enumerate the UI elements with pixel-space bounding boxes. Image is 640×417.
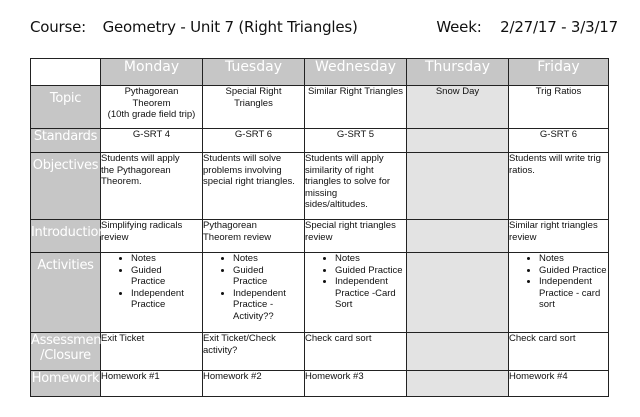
list-item-line: • Notes bbox=[131, 253, 156, 264]
list-item-line: • Independent bbox=[539, 276, 592, 287]
row-label-assessment bbox=[31, 333, 106, 371]
page-header bbox=[30, 18, 618, 44]
cell-topic-tuesday bbox=[203, 86, 305, 129]
list-item-line: sort bbox=[539, 299, 555, 310]
table-corner bbox=[31, 59, 101, 86]
cell-topic-friday bbox=[509, 86, 609, 129]
cell-line: similarity of right bbox=[305, 164, 374, 176]
cell-line: Special right triangles bbox=[305, 220, 396, 231]
cell-topic-thursday bbox=[407, 86, 509, 129]
list-item bbox=[539, 276, 608, 311]
list-item bbox=[335, 276, 406, 311]
day-header-row bbox=[31, 59, 609, 86]
list-item-line: • Guided Practice bbox=[539, 264, 607, 276]
cell-standards-thursday bbox=[407, 129, 509, 153]
cell-activities-thursday bbox=[407, 253, 509, 333]
list-item-line: Practice - card bbox=[539, 287, 601, 299]
list-item bbox=[335, 265, 406, 277]
cell-line: missing bbox=[305, 187, 338, 199]
list-item-line: Practice bbox=[131, 299, 166, 310]
row-label-topic: Topic bbox=[31, 86, 101, 129]
table-row-introduction bbox=[31, 220, 609, 253]
row-label-introduction: Introduction bbox=[31, 220, 101, 253]
cell-assessment-thursday bbox=[407, 333, 509, 371]
cell-introduction-monday bbox=[101, 220, 203, 253]
day-header-monday: Monday bbox=[101, 59, 203, 86]
cell-line: Theorem bbox=[132, 97, 171, 109]
cell-objectives-monday bbox=[101, 153, 203, 220]
table-row-standards bbox=[31, 129, 609, 153]
day-header-wednesday: Wednesday bbox=[305, 59, 407, 86]
cell-line: Students will apply bbox=[101, 153, 180, 164]
cell-line: Simplifying radicals bbox=[101, 220, 183, 231]
list-item-line: • Notes bbox=[539, 253, 564, 264]
list-item bbox=[131, 253, 202, 265]
row-label-objectives: Objectives bbox=[31, 153, 101, 220]
cell-objectives-wednesday bbox=[305, 153, 407, 220]
list-item-line: • Guided Practice bbox=[335, 264, 403, 276]
list-item-line: • Independent bbox=[335, 276, 388, 287]
cell-objectives-tuesday bbox=[203, 153, 305, 220]
list-item bbox=[131, 265, 202, 288]
lesson-plan-table bbox=[30, 58, 609, 397]
cell-introduction-wednesday bbox=[305, 220, 407, 253]
cell-line: Special Right bbox=[225, 86, 282, 97]
list-item-line: • Notes bbox=[233, 253, 258, 264]
list-item bbox=[233, 288, 304, 323]
cell-homework-friday: Homework #4 bbox=[509, 371, 609, 397]
cell-homework-monday: Homework #1 bbox=[101, 371, 203, 397]
cell-activities-tuesday bbox=[203, 253, 305, 333]
list-item-line: • Independent bbox=[131, 287, 184, 299]
week-info bbox=[436, 18, 618, 36]
cell-line: Similar right triangles bbox=[509, 220, 598, 231]
activity-list bbox=[203, 253, 304, 322]
table-row-objectives bbox=[31, 153, 609, 220]
cell-activities-monday bbox=[101, 253, 203, 333]
cell-activities-friday bbox=[509, 253, 609, 333]
cell-assessment-tuesday bbox=[203, 333, 305, 371]
row-label-homework: Homework bbox=[31, 371, 101, 397]
cell-line: Exit Ticket/Check bbox=[203, 333, 276, 344]
table-row-topic bbox=[31, 86, 609, 129]
cell-line: Snow Day bbox=[435, 86, 480, 97]
cell-objectives-friday bbox=[509, 153, 609, 220]
cell-line: review bbox=[509, 231, 537, 243]
activity-list bbox=[101, 253, 202, 311]
cell-introduction-friday bbox=[509, 220, 609, 253]
cell-line: Trig Ratios bbox=[535, 86, 582, 97]
list-item-line: • Independent bbox=[233, 287, 286, 299]
cell-line: Assessment bbox=[31, 333, 106, 348]
cell-standards-friday: G-SRT 6 bbox=[509, 129, 609, 153]
cell-line: Check card sort bbox=[305, 333, 372, 344]
cell-activities-wednesday bbox=[305, 253, 407, 333]
table-row-homework bbox=[31, 371, 609, 397]
cell-line: the Pythagorean bbox=[101, 164, 171, 176]
cell-introduction-tuesday bbox=[203, 220, 305, 253]
cell-line: Triangles bbox=[234, 97, 273, 109]
cell-line: Pythagorean bbox=[203, 220, 257, 231]
course-value: Geometry - Unit 7 (Right Triangles) bbox=[102, 18, 358, 36]
cell-line: Students will write trig bbox=[509, 153, 601, 164]
cell-assessment-wednesday bbox=[305, 333, 407, 371]
cell-assessment-monday bbox=[101, 333, 203, 371]
day-header-friday: Friday bbox=[509, 59, 609, 86]
cell-line: Students will solve bbox=[203, 153, 282, 164]
list-item bbox=[233, 265, 304, 288]
list-item bbox=[539, 265, 608, 277]
cell-line: Exit Ticket bbox=[101, 333, 145, 344]
course-label: Course: bbox=[30, 18, 87, 36]
cell-homework-wednesday: Homework #3 bbox=[305, 371, 407, 397]
cell-line: /Closure bbox=[40, 348, 91, 363]
row-label-activities: Activities bbox=[31, 253, 101, 333]
list-item bbox=[335, 253, 406, 265]
cell-standards-tuesday: G-SRT 6 bbox=[203, 129, 305, 153]
cell-line: Check card sort bbox=[509, 333, 576, 344]
cell-line: Students will apply bbox=[305, 153, 384, 164]
cell-homework-thursday bbox=[407, 371, 509, 397]
cell-line: review bbox=[305, 231, 333, 243]
cell-topic-wednesday bbox=[305, 86, 407, 129]
cell-line: triangles to solve for bbox=[305, 176, 391, 187]
week-label: Week: bbox=[436, 18, 482, 36]
cell-line: problems involving bbox=[203, 164, 282, 176]
cell-line: ratios. bbox=[509, 164, 535, 176]
list-item bbox=[233, 253, 304, 265]
cell-line: activity? bbox=[203, 344, 238, 356]
cell-line: sides/altitudes. bbox=[305, 199, 368, 210]
list-item-line: • Guided bbox=[131, 264, 162, 276]
row-label-standards: Standards bbox=[31, 129, 101, 153]
week-value: 2/27/17 - 3/3/17 bbox=[500, 18, 618, 36]
list-item bbox=[539, 253, 608, 265]
course-info bbox=[30, 18, 358, 36]
table-row-assessment bbox=[31, 333, 609, 371]
cell-topic-monday bbox=[101, 86, 203, 129]
list-item-line: Activity?? bbox=[233, 310, 274, 322]
cell-assessment-friday bbox=[509, 333, 609, 371]
table-row-activities bbox=[31, 253, 609, 333]
list-item-line: Sort bbox=[335, 299, 353, 310]
list-item-line: Practice -Card bbox=[335, 287, 396, 299]
cell-line: Pythagorean bbox=[124, 86, 179, 97]
list-item-line: • Notes bbox=[335, 253, 360, 264]
list-item-line: Practice - bbox=[233, 299, 274, 310]
cell-line: Theorem. bbox=[101, 176, 142, 187]
cell-standards-wednesday: G-SRT 5 bbox=[305, 129, 407, 153]
cell-line: (10th grade field trip) bbox=[107, 109, 196, 120]
cell-line: Theorem review bbox=[203, 231, 272, 243]
day-header-tuesday: Tuesday bbox=[203, 59, 305, 86]
cell-standards-monday: G-SRT 4 bbox=[101, 129, 203, 153]
list-item bbox=[131, 288, 202, 311]
activity-list bbox=[509, 253, 608, 311]
list-item-line: Practice bbox=[233, 276, 268, 287]
cell-objectives-thursday bbox=[407, 153, 509, 220]
cell-line: review bbox=[101, 231, 129, 243]
activity-list bbox=[305, 253, 406, 311]
cell-homework-tuesday: Homework #2 bbox=[203, 371, 305, 397]
list-item-line: • Guided bbox=[233, 264, 264, 276]
cell-introduction-thursday bbox=[407, 220, 509, 253]
list-item-line: Practice bbox=[131, 276, 166, 287]
cell-line: Similar Right Triangles bbox=[307, 86, 404, 97]
day-header-thursday: Thursday bbox=[407, 59, 509, 86]
cell-line: special right triangles. bbox=[203, 176, 295, 187]
